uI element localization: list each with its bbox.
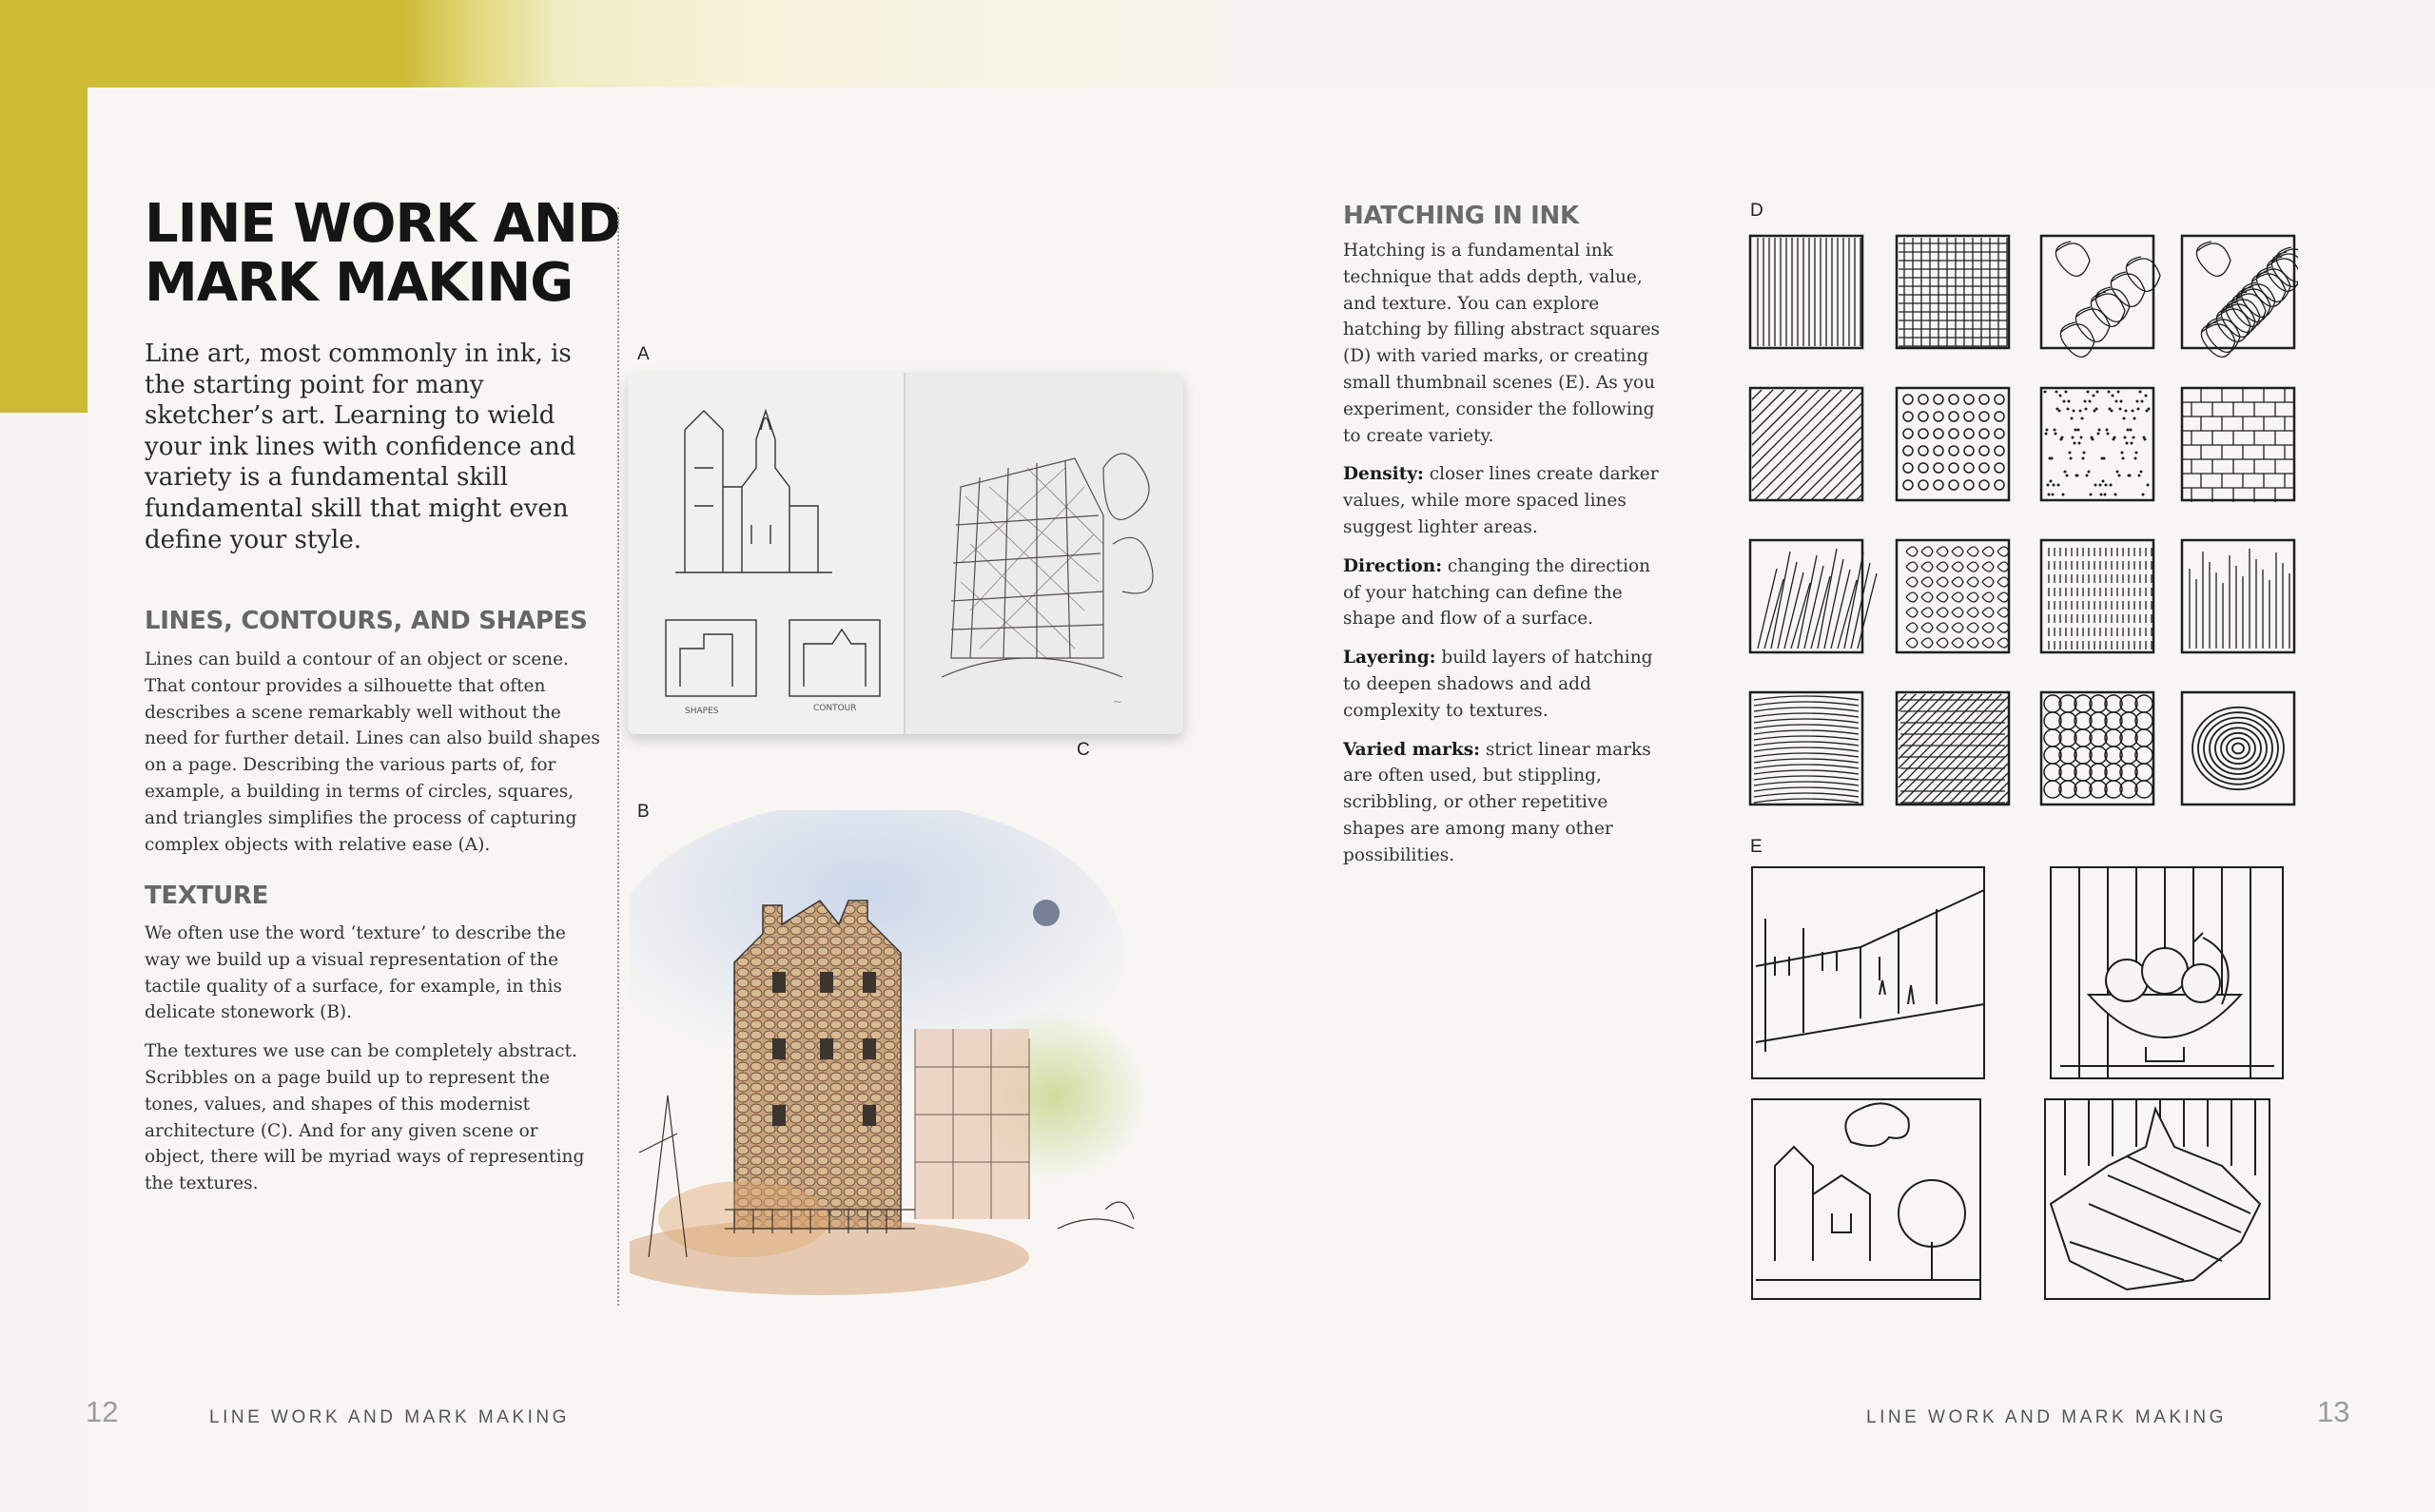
intro-paragraph: Line art, most commonly in ink, is the starting point for many sketcher’s art. Learning to wield your ink lines with confidence and variety is a fundamental skill fundamental skill that might even define your style. [145, 339, 576, 554]
hatching-body [1343, 238, 1671, 882]
hatch-square [2182, 236, 2298, 357]
yellow-brush-band [88, 0, 1218, 87]
column-divider [617, 207, 619, 1306]
hatching-intro: Hatching is a fundamental ink technique that adds depth, value, and texture. You can explore hatching by filling abstract squares (D) with varied marks, or creating small thumbnail scenes (E). As you experiment, consider the following to create variety. [1343, 241, 1661, 446]
sketchbook-drawing [628, 373, 1183, 734]
hatch-square [2182, 540, 2294, 652]
sketch-label-shapes: SHAPES [685, 707, 719, 716]
hatch-square [1750, 540, 1877, 652]
page-title [145, 195, 639, 313]
item-density [1343, 461, 1671, 540]
hatch-square [1897, 540, 2009, 652]
lines-contours-text: Lines can build a contour of an object or scene. That contour provides a silhouette that often describes a scene remarkably well without the need for further detail. Lines can also build shapes on a page. Describing the various parts of, for example, a building in terms of circles, squares, and triangles simplifies the process of capturing complex objects with relative ease (A). [145, 649, 600, 855]
item-layering-text: build layers of hatching to deepen shadows and add complexity to textures. [1343, 648, 1653, 721]
hatch-square [2041, 540, 2153, 652]
thumb-cottage [1752, 1099, 1980, 1299]
item-layering [1343, 645, 1671, 724]
item-density-text: closer lines create darker values, while more spaced lines suggest lighter areas. [1343, 464, 1659, 537]
item-varied-term: Varied marks: [1343, 739, 1480, 760]
lines-contours-body [145, 647, 606, 870]
page-number-left: 12 [86, 1395, 119, 1428]
figure-label-a: A [637, 344, 650, 364]
hatch-square [2182, 692, 2294, 804]
svg-text:~: ~ [1113, 695, 1123, 708]
thumb-street [1752, 867, 1984, 1078]
item-varied-marks [1343, 737, 1671, 869]
figure-label-d: D [1750, 201, 1763, 221]
item-varied-text: strict linear marks are often used, but stippling, scribbling, or other repetitive shapes are among many other possibilities. [1343, 739, 1651, 865]
hatch-square [2041, 388, 2153, 500]
title-line-1: LINE WORK AND [145, 193, 621, 255]
hatch-square [1897, 236, 2009, 348]
item-direction [1343, 553, 1671, 632]
hatch-square [2182, 388, 2294, 502]
heading-hatching: HATCHING IN INK [1343, 202, 1579, 230]
figure-e-thumbnail-scenes [1746, 862, 2298, 1308]
figure-d-hatching-squares [1746, 232, 2298, 812]
heading-texture: TEXTURE [145, 882, 269, 910]
yellow-accent-block [0, 0, 88, 413]
figure-label-b: B [637, 802, 650, 822]
sketch-label-contour: CONTOUR [813, 704, 857, 713]
item-density-term: Density: [1343, 464, 1424, 485]
item-layering-term: Layering: [1343, 648, 1436, 669]
hatch-square [2041, 692, 2153, 804]
hatch-square [1750, 236, 1862, 348]
title-line-2: MARK MAKING [145, 252, 574, 314]
running-head-left: LINE WORK AND MARK MAKING [209, 1407, 570, 1427]
texture-text-2: The textures we use can be completely abstract. Scribbles on a page build up to represent the tones, values, and shapes of this modernist architecture (C). And for any given scene or object, there will be myriad ways of representing the textures. [145, 1041, 585, 1194]
page-number-right: 13 [2317, 1395, 2350, 1428]
hatch-square [1750, 692, 1862, 804]
figure-label-c: C [1077, 740, 1090, 760]
hatch-square [1750, 388, 1862, 500]
texture-body [145, 921, 592, 1210]
running-head-right: LINE WORK AND MARK MAKING [1866, 1407, 2227, 1427]
texture-text-1: We often use the word ‘texture’ to describe the way we build up a visual representation of the tactile quality of a surface, for example, in this delicate stonework (B). [145, 923, 566, 1023]
hatch-square [2041, 236, 2160, 357]
figure-b-watercolor-image [630, 810, 1162, 1305]
figure-a-sketchbook-image [628, 373, 1183, 734]
item-direction-text: changing the direction of your hatching can define the shape and flow of a surface. [1343, 555, 1651, 630]
hatch-square [1897, 388, 2009, 500]
hatch-square [1897, 692, 2009, 804]
item-direction-term: Direction: [1343, 555, 1443, 576]
heading-lines-contours: LINES, CONTOURS, AND SHAPES [145, 607, 588, 635]
figure-label-e: E [1750, 837, 1763, 857]
